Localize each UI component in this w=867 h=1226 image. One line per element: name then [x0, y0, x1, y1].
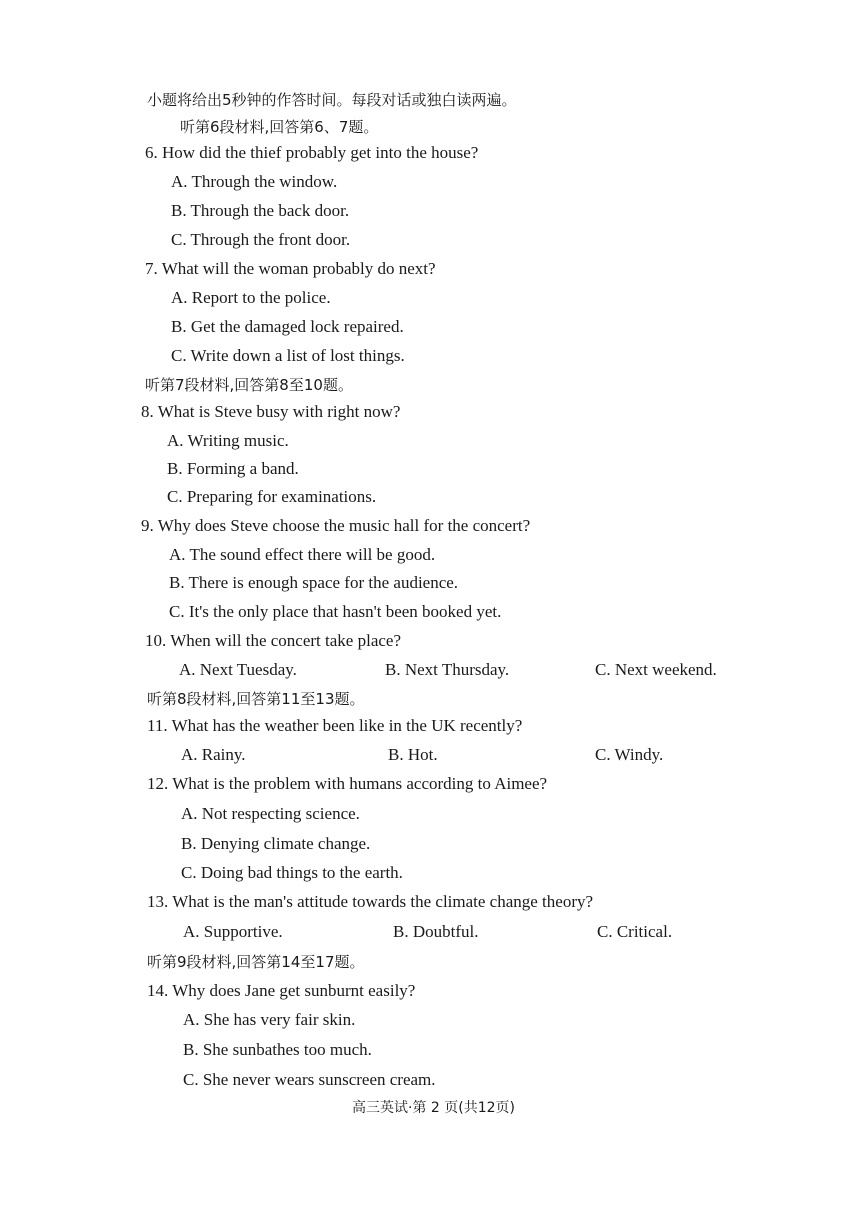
- question-number: 11.: [147, 716, 168, 735]
- section-heading: 听第7段材料,回答第8至10题。: [145, 376, 353, 394]
- question-number: 8.: [141, 402, 154, 421]
- question-text: What has the weather been like in the UK recently?: [171, 716, 523, 735]
- question-11: [147, 715, 522, 737]
- page-footer: 高三英试·第 2 页(共12页): [352, 1100, 515, 1116]
- option-c: C. Next weekend.: [595, 660, 717, 679]
- question-7: [145, 258, 436, 280]
- option-c: C. It's the only place that hasn't been booked yet.: [169, 602, 502, 621]
- question-text: What is the problem with humans according to Aimee?: [172, 774, 548, 793]
- section-heading: 听第9段材料,回答第14至17题。: [147, 953, 365, 971]
- question-8: [141, 401, 400, 423]
- question-number: 7.: [145, 259, 158, 278]
- option-b: B. Next Thursday.: [385, 660, 510, 679]
- option-c: C. She never wears sunscreen cream.: [183, 1070, 436, 1089]
- section-heading: 听第6段材料,回答第6、7题。: [180, 118, 379, 136]
- option-c: C. Doing bad things to the earth.: [181, 863, 403, 882]
- question-number: 6.: [145, 143, 158, 162]
- option-a: A. The sound effect there will be good.: [169, 545, 436, 564]
- option-b: B. Forming a band.: [167, 459, 299, 478]
- option-b: B. Hot.: [388, 745, 438, 764]
- option-a: A. Not respecting science.: [181, 804, 360, 823]
- option-a: A. Through the window.: [171, 172, 338, 191]
- question-text: What is the man's attitude towards the climate change theory?: [172, 892, 594, 911]
- option-c: C. Windy.: [595, 745, 664, 764]
- question-9: [141, 515, 530, 537]
- option-a: A. Writing music.: [167, 431, 289, 450]
- section-heading: 听第8段材料,回答第11至13题。: [147, 690, 365, 708]
- question-text: What is Steve busy with right now?: [157, 402, 401, 421]
- option-c: C. Critical.: [597, 922, 673, 941]
- instruction-text: 小题将给出5秒钟的作答时间。每段对话或独白读两遍。: [147, 91, 517, 109]
- option-b: B. Get the damaged lock repaired.: [171, 317, 404, 336]
- option-a: A. She has very fair skin.: [183, 1010, 356, 1029]
- question-number: 10.: [145, 631, 167, 650]
- option-b: B. Denying climate change.: [181, 834, 371, 853]
- question-14: [147, 980, 415, 1002]
- question-number: 13.: [147, 892, 169, 911]
- option-c: C. Write down a list of lost things.: [171, 346, 405, 365]
- question-text: Why does Jane get sunburnt easily?: [172, 981, 416, 1000]
- question-text: When will the concert take place?: [170, 631, 401, 650]
- question-6: [145, 142, 478, 164]
- question-10: [145, 630, 401, 652]
- option-a: A. Next Tuesday.: [179, 660, 297, 679]
- option-b: B. There is enough space for the audience.: [169, 573, 459, 592]
- option-c: C. Through the front door.: [171, 230, 351, 249]
- option-a: A. Rainy.: [181, 745, 246, 764]
- question-text: How did the thief probably get into the house?: [162, 143, 479, 162]
- question-number: 14.: [147, 981, 169, 1000]
- question-12: [147, 773, 547, 795]
- option-c: C. Preparing for examinations.: [167, 487, 377, 506]
- question-text: What will the woman probably do next?: [161, 259, 436, 278]
- option-a: A. Report to the police.: [171, 288, 331, 307]
- question-text: Why does Steve choose the music hall for the concert?: [157, 516, 531, 535]
- question-number: 9.: [141, 516, 154, 535]
- option-b: B. Through the back door.: [171, 201, 350, 220]
- question-number: 12.: [147, 774, 169, 793]
- option-b: B. She sunbathes too much.: [183, 1040, 372, 1059]
- option-b: B. Doubtful.: [393, 922, 479, 941]
- option-a: A. Supportive.: [183, 922, 283, 941]
- question-13: [147, 891, 593, 913]
